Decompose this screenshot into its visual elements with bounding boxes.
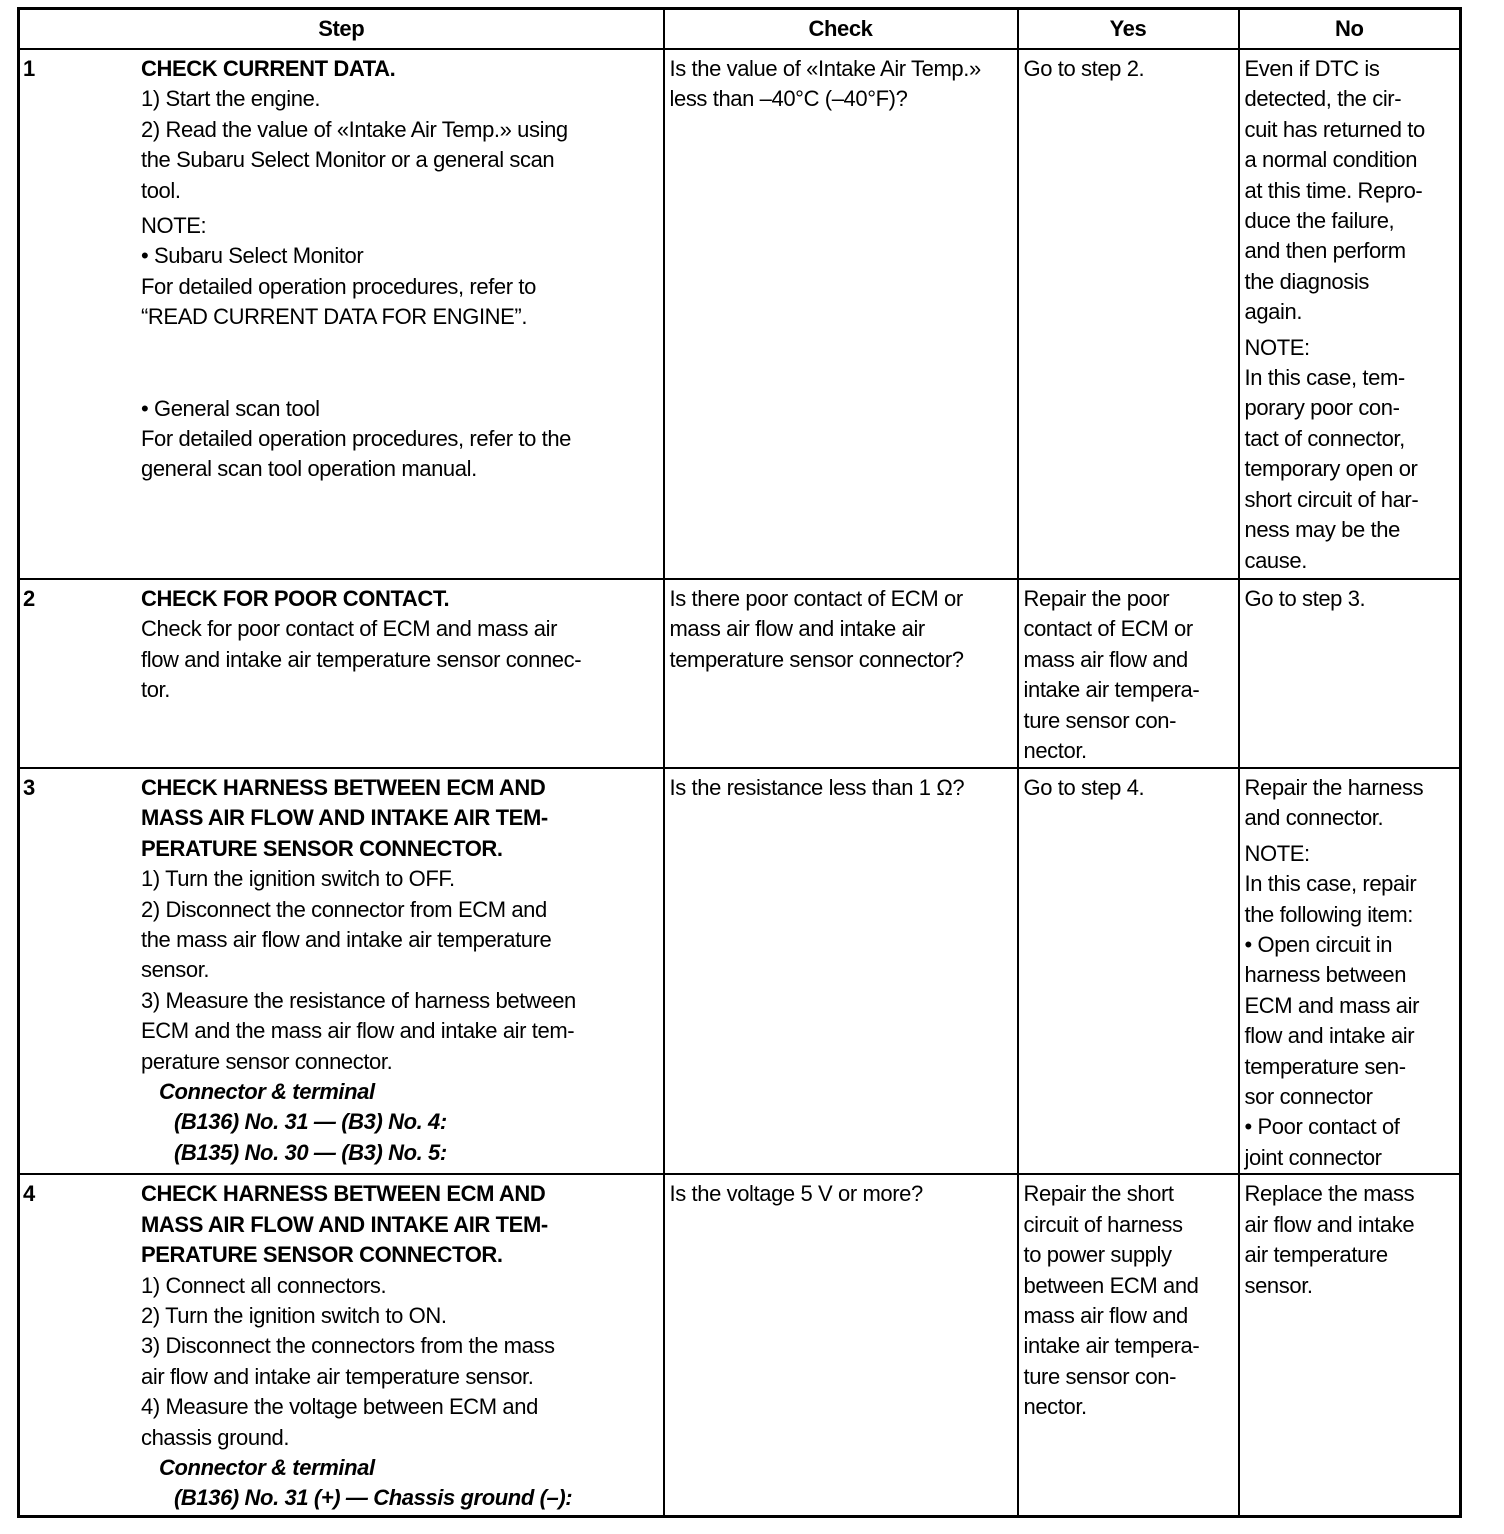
step-line: 4) Measure the voltage between ECM and	[141, 1394, 538, 1420]
step-number: 4	[23, 1181, 35, 1207]
step-line: flow and intake air temperature sensor connec-	[141, 646, 582, 672]
check-line: less than –40°C (–40°F)?	[669, 86, 908, 112]
no-line: detected, the cir-	[1244, 86, 1402, 112]
step-line: the Subaru Select Monitor or a general scan	[141, 147, 555, 173]
no-line: again.	[1244, 299, 1303, 325]
check-cell	[664, 768, 1018, 1174]
step-line: tor.	[141, 677, 170, 703]
step-line: 2) Turn the ignition switch to ON.	[141, 1302, 447, 1328]
no-line: air flow and intake	[1244, 1211, 1415, 1237]
no-line: air temperature	[1244, 1242, 1388, 1268]
step-cell	[19, 49, 664, 579]
check-line: Is the value of «Intake Air Temp.»	[669, 56, 981, 81]
step-line: CHECK HARNESS BETWEEN ECM AND	[141, 1181, 546, 1207]
no-line: harness between	[1244, 962, 1407, 988]
check-cell	[664, 579, 1018, 768]
no-line: • Open circuit in	[1244, 932, 1393, 958]
step-line: PERATURE SENSOR CONNECTOR.	[141, 835, 503, 861]
header-step: Step	[19, 9, 664, 50]
no-line: flow and intake air	[1244, 1023, 1415, 1049]
step-line: MASS AIR FLOW AND INTAKE AIR TEM-	[141, 1211, 548, 1237]
step-line: • Subaru Select Monitor	[141, 243, 364, 269]
no-line: the diagnosis	[1244, 268, 1369, 294]
yes-line: mass air flow and	[1023, 646, 1188, 672]
step-line: CHECK HARNESS BETWEEN ECM AND	[141, 775, 546, 800]
no-cell	[1239, 49, 1461, 579]
no-line: • Poor contact of	[1244, 1114, 1400, 1140]
no-line: NOTE:	[1244, 334, 1310, 360]
no-line: sor connector	[1244, 1084, 1373, 1110]
step-line: 2) Disconnect the connector from ECM and	[141, 896, 547, 922]
step-line: 3) Measure the resistance of harness between	[141, 987, 576, 1013]
step-line: (B136) No. 31 — (B3) No. 4:	[174, 1109, 447, 1135]
no-line: and connector.	[1244, 805, 1384, 831]
no-line: In this case, repair	[1244, 871, 1417, 897]
step-line: 1) Start the engine.	[141, 86, 321, 112]
step-line: For detailed operation procedures, refer to	[141, 273, 536, 299]
yes-line: intake air tempera-	[1023, 677, 1200, 703]
step-line: Check for poor contact of ECM and mass air	[141, 616, 558, 642]
step-line: CHECK CURRENT DATA.	[141, 56, 396, 81]
step-line: 1) Turn the ignition switch to OFF.	[141, 866, 455, 892]
no-line: cause.	[1244, 547, 1307, 573]
yes-cell	[1018, 579, 1239, 768]
yes-line: Go to step 4.	[1023, 775, 1145, 800]
no-line: sensor.	[1244, 1272, 1313, 1298]
no-line: temporary open or	[1244, 456, 1418, 482]
table-row	[19, 768, 1461, 1174]
yes-line: contact of ECM or	[1023, 616, 1193, 642]
diagnostic-table	[17, 7, 1462, 1518]
step-line: 1) Connect all connectors.	[141, 1272, 387, 1298]
step-instructions	[141, 54, 571, 485]
yes-cell	[1018, 768, 1239, 1174]
no-line: cuit has returned to	[1244, 116, 1425, 142]
no-line: temperature sen-	[1244, 1053, 1406, 1079]
yes-line: to power supply	[1023, 1242, 1172, 1268]
no-line: porary poor con-	[1244, 395, 1400, 421]
step-line: ECM and the mass air flow and intake air tem-	[141, 1018, 575, 1044]
step-line: Connector & terminal	[159, 1079, 375, 1105]
header-row	[19, 9, 1461, 50]
yes-cell	[1018, 1174, 1239, 1516]
step-line: 3) Disconnect the connectors from the mass	[141, 1333, 555, 1359]
step-line: PERATURE SENSOR CONNECTOR.	[141, 1242, 503, 1268]
yes-line: intake air tempera-	[1023, 1333, 1200, 1359]
step-cell	[19, 1174, 664, 1516]
header-yes: Yes	[1018, 9, 1239, 50]
step-line: chassis ground.	[141, 1424, 290, 1450]
step-line: For detailed operation procedures, refer to the	[141, 426, 572, 452]
no-line: a normal condition	[1244, 147, 1418, 173]
check-line: Is the resistance less than 1 Ω?	[669, 775, 965, 800]
no-line: ECM and mass air	[1244, 992, 1420, 1018]
no-line: duce the failure,	[1244, 208, 1395, 234]
step-line: CHECK FOR POOR CONTACT.	[141, 586, 450, 611]
no-cell	[1239, 768, 1461, 1174]
table-row	[19, 579, 1461, 768]
check-line: Is the voltage 5 V or more?	[669, 1181, 923, 1207]
step-number: 3	[23, 775, 35, 800]
no-line: the following item:	[1244, 901, 1413, 927]
yes-line: Go to step 2.	[1023, 56, 1145, 81]
table-row	[19, 49, 1461, 579]
step-line: general scan tool operation manual.	[141, 456, 477, 482]
yes-cell	[1018, 49, 1239, 579]
check-line: temperature sensor connector?	[669, 646, 964, 672]
step-line: “READ CURRENT DATA FOR ENGINE”.	[141, 304, 528, 330]
step-number: 2	[23, 586, 35, 611]
yes-line: Repair the short	[1023, 1181, 1174, 1207]
no-line: and then perform	[1244, 238, 1406, 264]
step-line: the mass air flow and intake air temperature	[141, 927, 552, 953]
step-number: 1	[23, 56, 35, 81]
no-cell	[1239, 579, 1461, 768]
step-line: tool.	[141, 177, 181, 203]
header-no: No	[1239, 9, 1461, 50]
no-line: Even if DTC is	[1244, 56, 1380, 81]
step-line: • General scan tool	[141, 395, 320, 421]
check-cell	[664, 1174, 1018, 1516]
no-line: Repair the harness	[1244, 775, 1424, 800]
yes-line: mass air flow and	[1023, 1302, 1188, 1328]
header-check: Check	[664, 9, 1018, 50]
step-instructions	[141, 584, 581, 706]
step-line: 2) Read the value of «Intake Air Temp.» using	[141, 116, 568, 142]
no-line: Go to step 3.	[1244, 586, 1366, 611]
yes-line: ture sensor con-	[1023, 1363, 1177, 1389]
yes-line: nector.	[1023, 1394, 1087, 1420]
no-cell	[1239, 1174, 1461, 1516]
no-line: tact of connector,	[1244, 425, 1405, 451]
yes-line: ture sensor con-	[1023, 707, 1177, 733]
step-line: sensor.	[141, 957, 210, 983]
table-row	[19, 1174, 1461, 1516]
step-instructions	[141, 1179, 572, 1513]
step-instructions	[141, 773, 576, 1168]
no-line: ness may be the	[1244, 517, 1400, 543]
step-line: Connector & terminal	[159, 1454, 375, 1480]
yes-line: between ECM and	[1023, 1272, 1199, 1298]
check-line: Is there poor contact of ECM or	[669, 586, 963, 611]
step-line: air flow and intake air temperature sensor.	[141, 1363, 534, 1389]
no-line: NOTE:	[1244, 840, 1310, 866]
no-line: short circuit of har-	[1244, 486, 1419, 512]
step-cell	[19, 768, 664, 1174]
step-line: perature sensor connector.	[141, 1048, 393, 1074]
check-cell	[664, 49, 1018, 579]
step-cell	[19, 579, 664, 768]
yes-line: Repair the poor	[1023, 586, 1170, 611]
step-line: (B135) No. 30 — (B3) No. 5:	[174, 1139, 447, 1165]
step-line: NOTE:	[141, 213, 207, 239]
yes-line: circuit of harness	[1023, 1211, 1183, 1237]
no-line: at this time. Repro-	[1244, 177, 1423, 203]
check-line: mass air flow and intake air	[669, 616, 925, 642]
no-line: Replace the mass	[1244, 1181, 1415, 1207]
step-line: (B136) No. 31 (+) — Chassis ground (–):	[174, 1485, 573, 1511]
no-line: In this case, tem-	[1244, 365, 1405, 391]
no-line: joint connector	[1244, 1144, 1382, 1170]
step-line: MASS AIR FLOW AND INTAKE AIR TEM-	[141, 805, 548, 831]
yes-line: nector.	[1023, 738, 1087, 764]
